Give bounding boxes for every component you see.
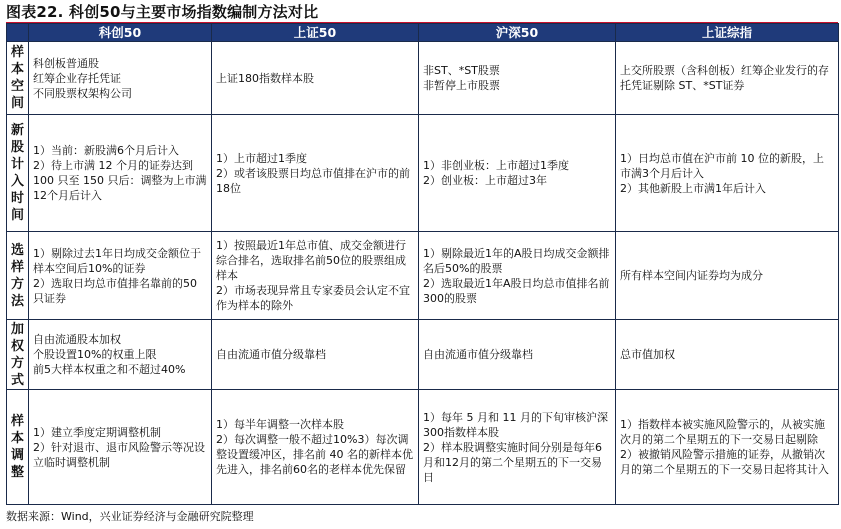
table-cell	[419, 232, 616, 320]
row-header	[7, 390, 29, 505]
col-header-shangzheng-composite: 上证综指	[616, 24, 839, 42]
table-cell	[29, 115, 212, 232]
cell-text: 1）剔除过去1年日均成交金额位于样本空间后10%的证券	[33, 246, 201, 275]
row-header	[7, 42, 29, 115]
cell-text: 自由流通股本加权	[33, 333, 121, 346]
cell-text: 2）或者该股票日均总市值排在沪市的前18位	[216, 166, 410, 195]
cell-text: 上交所股票（含科创板）红筹企业发行的存托凭证剔除 ST、*ST证券	[620, 64, 829, 92]
cell-text: 1）日均总市值在沪市前 10 位的新股，上市满3个月后计入	[620, 151, 824, 180]
table-cell	[616, 115, 839, 232]
table-cell	[616, 42, 839, 115]
header-row	[7, 24, 839, 42]
row-header-label: 样本调整	[10, 414, 24, 480]
cell-text: 1）建立季度定期调整机制	[33, 425, 161, 439]
cell-text: 自由流通市值分级靠档	[423, 348, 533, 361]
cell-text: 所有样本空间内证券均为成分	[620, 269, 763, 282]
cell-text: 2）每次调整一般不超过10%3）每次调整设置缓冲区，排名前 40 名的新样本优先进入，排名前60名的老样本优先保留	[216, 433, 413, 476]
table-cell	[212, 232, 419, 320]
row-header	[7, 115, 29, 232]
cell-text: 不同股票权架构公司	[33, 86, 132, 100]
figure-title: 图表22. 科创50与主要市场指数编制方法对比	[6, 3, 319, 21]
header-corner	[7, 24, 29, 42]
table-row	[7, 42, 839, 115]
cell-text: 2）待上市满 12 个月的证券达到 100 只至 150 只后：调整为上市满12个月后计入	[33, 159, 207, 202]
cell-text: 总市值加权	[620, 348, 675, 361]
row-header	[7, 320, 29, 390]
cell-text: 2）样本股调整实施时间分别是每年6月和12月的第二个星期五的下一交易日	[423, 440, 602, 484]
cell-text: 1）按照最近1年总市值、成交金额进行综合排名，选取排名前50位的股票组成样本	[216, 239, 406, 282]
cell-text: 1）每年 5 月和 11 月的下旬审核沪深300指数样本股	[423, 410, 608, 439]
cell-text: 2）被撤销风险警示措施的证券，从撤销次月的第二个星期五的下一交易日起将其计入	[620, 448, 829, 476]
col-header-shangzheng50: 上证50	[212, 24, 419, 42]
cell-text: 1）非创业板：上市超过1季度	[423, 159, 569, 172]
cell-text: 2）选取日均总市值排名靠前的50只证券	[33, 276, 197, 305]
cell-text: 非ST、*ST股票	[423, 64, 500, 77]
row-header-label: 样本空间	[10, 45, 24, 111]
table-row	[7, 320, 839, 390]
table-cell	[29, 232, 212, 320]
table-cell	[212, 390, 419, 505]
table-cell	[616, 390, 839, 505]
table-cell	[616, 320, 839, 390]
table-row	[7, 390, 839, 505]
table-cell	[212, 320, 419, 390]
cell-text: 红筹企业存托凭证	[33, 71, 121, 85]
cell-text: 2）选取最近1年A股日均总市值排名前300的股票	[423, 276, 610, 305]
table-cell	[419, 42, 616, 115]
table-cell	[212, 115, 419, 232]
comparison-table	[6, 23, 839, 505]
row-header-label: 新股计入时间	[10, 123, 24, 223]
table-cell	[419, 115, 616, 232]
col-header-hushen50: 沪深50	[419, 24, 616, 42]
source-note: 数据来源：Wind，兴业证券经济与金融研究院整理	[6, 510, 254, 523]
cell-text: 上证180指数样本股	[216, 71, 314, 85]
table-cell	[616, 232, 839, 320]
cell-text: 2）针对退市、退市风险警示等况设立临时调整机制	[33, 440, 205, 469]
cell-text: 科创板普通股	[33, 56, 99, 70]
table-cell	[212, 42, 419, 115]
table-row	[7, 232, 839, 320]
table-cell	[29, 390, 212, 505]
cell-text: 自由流通市值分级靠档	[216, 348, 326, 361]
cell-text: 1）剔除最近1年的A股日均成交金额排名后50%的股票	[423, 246, 610, 275]
table-cell	[29, 42, 212, 115]
table-cell	[29, 320, 212, 390]
table-row	[7, 115, 839, 232]
cell-text: 1）上市超过1季度	[216, 151, 307, 165]
cell-text: 1）每半年调整一次样本股	[216, 418, 344, 431]
row-header	[7, 232, 29, 320]
table-cell	[419, 390, 616, 505]
cell-text: 2）其他新股上市满1年后计入	[620, 181, 766, 195]
cell-text: 非暂停上市股票	[423, 79, 500, 92]
cell-text: 个股设置10%的权重上限	[33, 348, 157, 361]
cell-text: 前5大样本权重之和不超过40%	[33, 363, 186, 376]
col-header-kechuang50: 科创50	[29, 24, 212, 42]
table-cell	[419, 320, 616, 390]
row-header-label: 加权方式	[10, 321, 24, 388]
cell-text: 2）创业板：上市超过3年	[423, 174, 547, 187]
cell-text: 1）当前：新股满6个月后计入	[33, 144, 179, 157]
cell-text: 2）市场表现异常且专家委员会认定不宜作为样本的除外	[216, 284, 410, 312]
row-header-label: 选样方法	[10, 242, 24, 309]
cell-text: 1）指数样本被实施风险警示的，从被实施次月的第二个星期五的下一交易日起剔除	[620, 418, 825, 446]
